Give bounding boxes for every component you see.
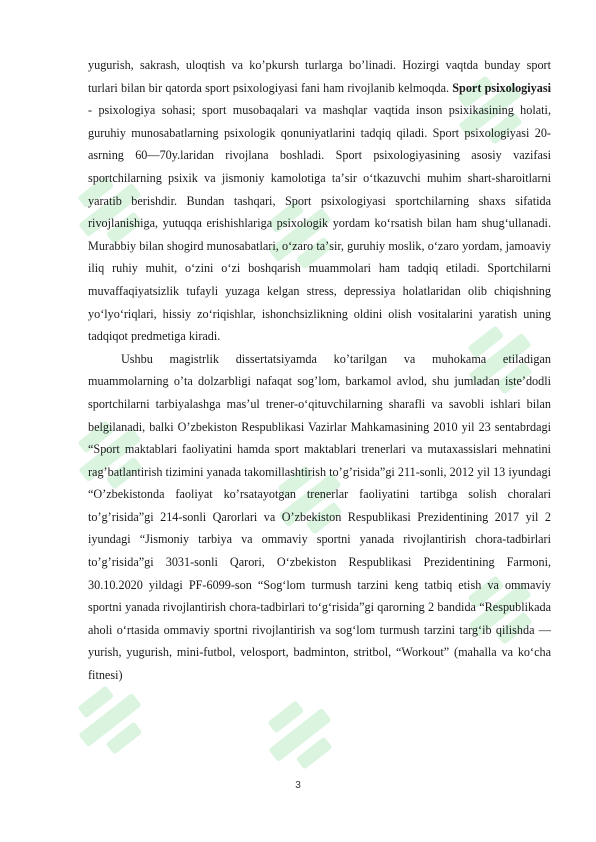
paragraph-sport-psychology <box>88 54 551 348</box>
bold-term-sport-psixologiyasi: Sport psixologiyasi <box>452 80 551 95</box>
paragraph-text-lead: yugurish, sakrash, uloqtish va koʼpkursh turlarga boʼlinadi. Hozirgi vaqtda bunday sport turlari bilan bir qatorda sport psixologiyasi fani ham rivojlanib kelmoqda. <box>88 58 551 95</box>
document-body <box>88 54 551 687</box>
page-number: 3 <box>295 780 301 791</box>
paragraph-dissertation-relevance: Ushbu magistrlik dissertatsiyamda koʼtarilgan va muhokama etiladigan muammolarning oʼta dolzarbligi nafaqat sogʼlom, barkamol avlod, shu jumladan isteʼdodli sportchilarni tarbiyalashga masʼul trener-oʻqituvchilarning sharafli va savobli ishlari bilan belgilanadi, balki Oʼzbekiston Respublikasi Vazirlar Mahkamasining 2010 yil 23 sentabrdagi “Sport maktablari faoliyatini hamda sport maktablari trenerlari va mutaxassislari mehnatini ragʼbatlantirish tizimini yanada takomillashtirish toʼgʼrisida”gi 211-sonli, 2012 yil 13 iyundagi “Oʼzbekistonda faoliyat koʼrsatayotgan trenerlar faoliyatini tartibga solish choralari toʼgʼrisida”gi 214-sonli Qarorlari va Oʼzbekiston Respublikasi Prezidentining 2017 yil 2 iyundagi “Jismoniy tarbiya va ommaviy sportni yanada rivojlantirish chora-tadbirlari toʼgʼrisida”gi 3031-sonli Qarori, Oʻzbekiston Respublikasi Prezidentining Farmoni, 30.10.2020 yildagi PF-6099-son “Sogʻlom turmush tarzini keng tatbiq etish va ommaviy sportni yanada rivojlantirish chora-tadbirlari toʻgʻrisida”gi qarorning 2 bandida “Respublikada aholi oʻrtasida ommaviy sportni rivojlantirish va sogʻlom turmush tarzini targʻib qilishda — yurish, yugurish, mini-futbol, velosport, badminton, stritbol, “Workout” (mahalla va koʻcha fitnesi) <box>88 351 551 683</box>
watermark-mark <box>255 690 346 779</box>
paragraph-text-rest: - psixologiya sohasi; sport musobaqalari va mashqlar vaqtida inson psixikasining holati, guruhiy munosabatlarning psixologik qonuniyatlarini tadqiq qiladi. Sport psixologiyasi 20-asrning 60—70y.laridan rivojlana boshladi. Sport psixologiyasining asosiy vazifasi sportchilarning psixik va jismoniy kamolotiga taʼsir oʻtkazuvchi muhim shart-sharoitlarni yaratib berishdir. Bundan tashqari, Sport psixologiyasi sportchilarning shaxs sifatida rivojlanishiga, yutuqqa erishishlariga psixologik yordam koʻrsatish bilan ham shugʻullanadi. Murabbiy bilan shogird munosabatlari, oʻzaro taʼsir, guruhiy moslik, oʻzaro yordam, jamoaviy iliq ruhiy muhit, oʻzini oʻzi boshqarish muammolari ham tadqiq etiladi. Sportchilarni muvaffaqiyatsizlik tufayli yuzaga kelgan stress, depressiya holatlaridan olib chiqishning yoʻlyoʻriqlari, hissiy zoʻriqishlar, ishonchsizlikning oldini olish vositalarini yaratish uning tadqiqot predmetiga kiradi. <box>88 103 551 344</box>
watermark-mark <box>65 675 156 764</box>
